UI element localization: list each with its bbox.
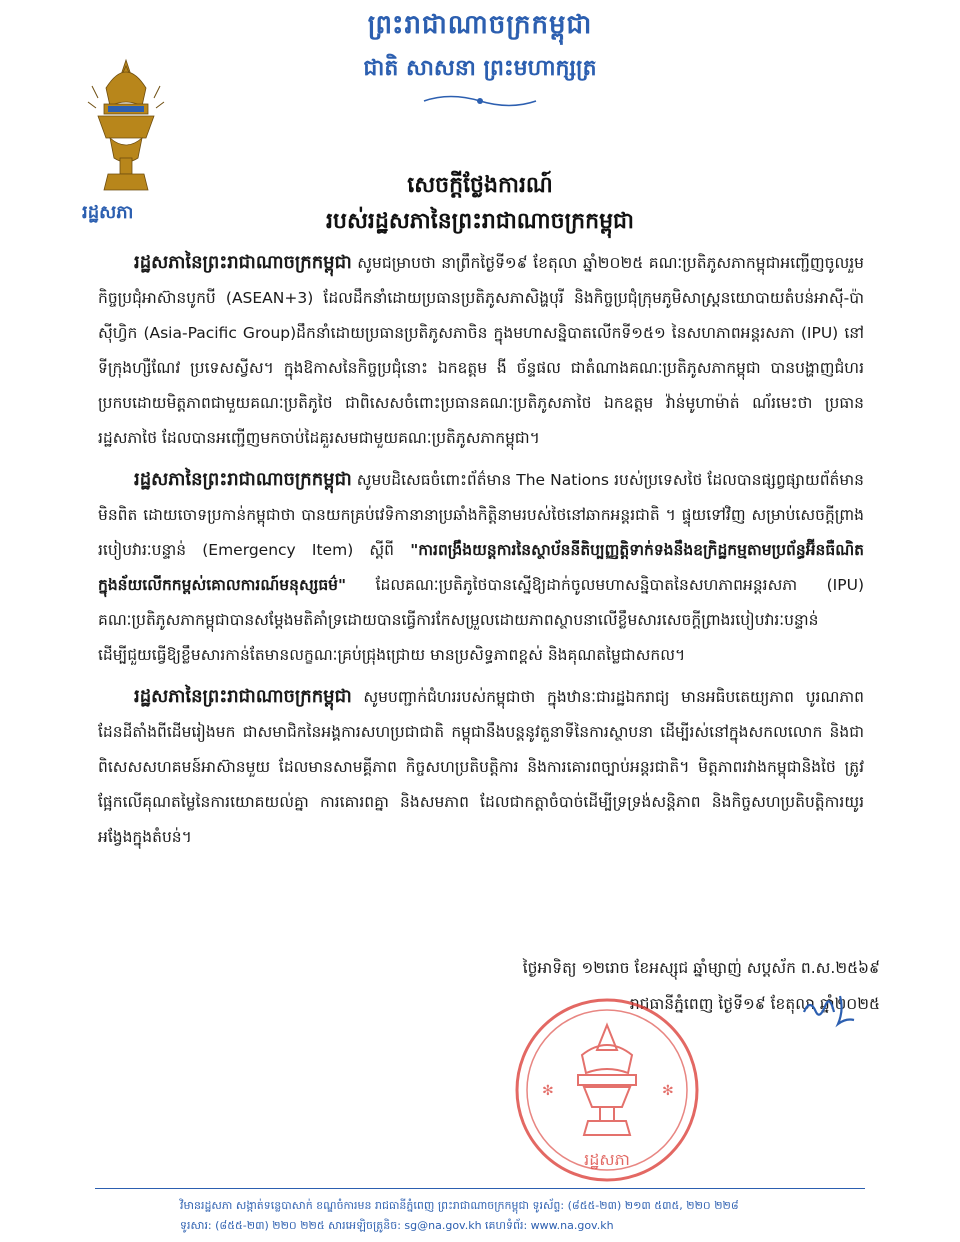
official-seal — [512, 995, 702, 1189]
paragraph-1 — [98, 245, 864, 456]
paragraph-lead: រដ្ឋសភានៃព្រះរាជាណាចក្រកម្ពុជា — [134, 252, 352, 273]
signature — [800, 990, 860, 1034]
svg-text:✻: ✻ — [542, 1083, 554, 1099]
footer-address: វិមានរដ្ឋសភា សង្កាត់ទន្លេបាសាក់ ខណ្ឌចំការមន រាជធានីភ្នំពេញ ព្រះរាជាណាចក្រកម្ពុជា ទូរស័ព្ទ: (៨៥៥-២៣) ២១៣ ៥៣៥, ២២០ ២២៨ — [180, 1199, 739, 1212]
document-title — [0, 168, 960, 240]
motto-text: ជាតិ សាសនា ព្រះមហាក្សត្រ — [363, 56, 597, 81]
footer-contact — [180, 1196, 800, 1236]
paragraph-lead: រដ្ឋសភានៃព្រះរាជាណាចក្រកម្ពុជា — [134, 469, 352, 490]
logo-caption: រដ្ឋសភា — [82, 202, 134, 223]
svg-text:✻: ✻ — [662, 1083, 674, 1099]
seal-icon — [512, 995, 702, 1185]
paragraph-text: សូមបដិសេធចំពោះព័ត៌មាន The Nations របស់ប្រទេសថៃ ដែលបានផ្សព្វផ្សាយព័ត៌មានមិនពិត ដោយចោទប្រកាន់កម្ពុជាថា បានយកគ្រប់វេទិកានានាប្រឆាំងកិត្តិនាមរបស់ថៃនៅឆាកអន្តរជាតិ ។ ផ្ទុយទៅវិញ សម្រាប់សេចក្តីព្រាងរបៀបវារៈបន្ទាន់ (Emergency Item) ស្តីពី — [98, 471, 864, 559]
paragraph-3 — [98, 679, 864, 855]
paragraph-text: ដែលគណៈប្រតិភូថៃបានស្នើឱ្យដាក់ចូលមហាសន្និបាតនៃសហភាពអន្តរសភា (IPU) គណៈប្រតិភូសភាកម្ពុជាបានសម្តែងមតិគាំទ្រដោយបានធ្វើការកែសម្រួលដោយភាពស្ថាបនាលើខ្លឹមសារសេចក្តីព្រាងរបៀបវារៈបន្ទាន់ ដើម្បីជួយធ្វើឱ្យខ្លឹមសារកាន់តែមានលក្ខណៈគ្រប់ជ្រុងជ្រោយ មានប្រសិទ្ធភាពខ្ពស់ និងគុណតម្លៃជាសកល។ — [98, 576, 864, 664]
title-line-2: របស់រដ្ឋសភានៃព្រះរាជាណាចក្រកម្ពុជា — [326, 209, 634, 234]
footer-divider — [95, 1188, 865, 1189]
lunar-date: ថ្ងៃអាទិត្យ ១២រោច ខែអស្សុជ ឆ្នាំម្សាញ់ សប្តស័ក ព.ស.២៥៦៩ — [522, 959, 880, 977]
paragraph-text: សូមជម្រាបថា នាព្រឹកថ្ងៃទី១៩ ខែតុលា ឆ្នាំ២០២៥ គណៈប្រតិភូសភាកម្ពុជាអញ្ជើញចូលរួមកិច្ចប្រជុំអាស៊ានបូកបី (ASEAN+3) ដែលដឹកនាំដោយប្រធានប្រតិភូសភាសិង្ហបុរី និងកិច្ចប្រជុំក្រុមភូមិសាស្ត្រនយោបាយតំបន់អាស៊ី-ប៉ាស៊ីហ្វិក (Asia-Pacific Group)ដឹកនាំដោយប្រធានប្រតិភូសភាចិន ក្នុងមហាសន្និបាតលើកទី១៥១ នៃសហភាពអន្តរសភា (IPU) នៅទីក្រុងហ្សឺណែវ ប្រទេសស្វីស។ ក្នុងឱកាសនៃកិច្ចប្រជុំនោះ ឯកឧត្តម ងី ច័ន្ទផល ជាតំណាងគណៈប្រតិភូសភាកម្ពុជា បានបង្ហាញជំហរប្រកបដោយមិត្តភាពជាមួយគណៈប្រតិភូថៃ ជាពិសេសចំពោះប្រធានគណៈប្រតិភូសភាថៃ ឯកឧត្តម វ៉ាន់មូហាម៉ាត់ ណ័រមេះថា ប្រធានរដ្ឋសភាថៃ ដែលបានអញ្ជើញមកចាប់ដៃគួរសមជាមួយគណៈប្រតិភូសភាកម្ពុជា។ — [98, 254, 864, 447]
national-motto — [0, 8, 960, 110]
signature-scribble-icon — [800, 990, 860, 1030]
footer-contacts: ទូរសារ: (៨៥៥-២៣) ២២០ ២២៥ សារអេឡិចត្រូនិច: sg@na.gov.kh គេហទំព័រ: www.na.gov.kh — [180, 1219, 614, 1232]
solar-date: រាជធានីភ្នំពេញ ថ្ងៃទី១៩ ខែតុលា ឆ្នាំ២០២៥ — [629, 995, 880, 1013]
kingdom-name: ព្រះរាជាណាចក្រកម្ពុជា — [367, 10, 593, 40]
paragraph-2 — [98, 462, 864, 673]
paragraph-lead: រដ្ឋសភានៃព្រះរាជាណាចក្រកម្ពុជា — [134, 686, 352, 707]
statement-body — [98, 245, 864, 861]
seal-text: រដ្ឋសភា — [584, 1150, 630, 1169]
title-line-1: សេចក្តីថ្លែងការណ៍ — [407, 173, 553, 198]
emergency-item-title: "ការពង្រឹងយន្តការនៃស្ថាប័ននីតិប្បញ្ញត្តិទាក់ទងនឹងឧក្រិដ្ឋកម្មតាមប្រព័ន្ធអ៊ីនធឺណិត ក្នុងន័យលើកកម្ពស់គោលការណ៍មនុស្សធម៌" — [98, 541, 864, 594]
flourish-ornament-icon — [420, 92, 540, 110]
paragraph-text: សូមបញ្ជាក់ជំហររបស់កម្ពុជាថា ក្នុងឋានៈជារដ្ឋឯករាជ្យ មានអធិបតេយ្យភាព បូរណភាពដែនដីតាំងពីដើមរៀងមក ជាសមាជិកនៃអង្គការសហប្រជាជាតិ កម្ពុជានឹងបន្តនូវតួនាទីនៃការស្ថាបនា ដើម្បីរស់នៅក្នុងសកលលោក និងជាពិសេសសហគមន៍អាស៊ានមួយ ដែលមានសាមគ្គីភាព កិច្ចសហប្រតិបត្តិការ និងការគោរពច្បាប់អន្តរជាតិ។ មិត្តភាពរវាងកម្ពុជានិងថៃ ត្រូវផ្អែកលើគុណតម្លៃនៃការយោគយល់គ្នា ការគោរពគ្នា និងសមភាព ដែលជាកត្តាចំបាច់ដើម្បីទ្រទ្រង់សន្តិភាព និងកិច្ចសហប្រតិបត្តិការយូរអង្វែងក្នុងតំបន់។ — [98, 688, 864, 846]
